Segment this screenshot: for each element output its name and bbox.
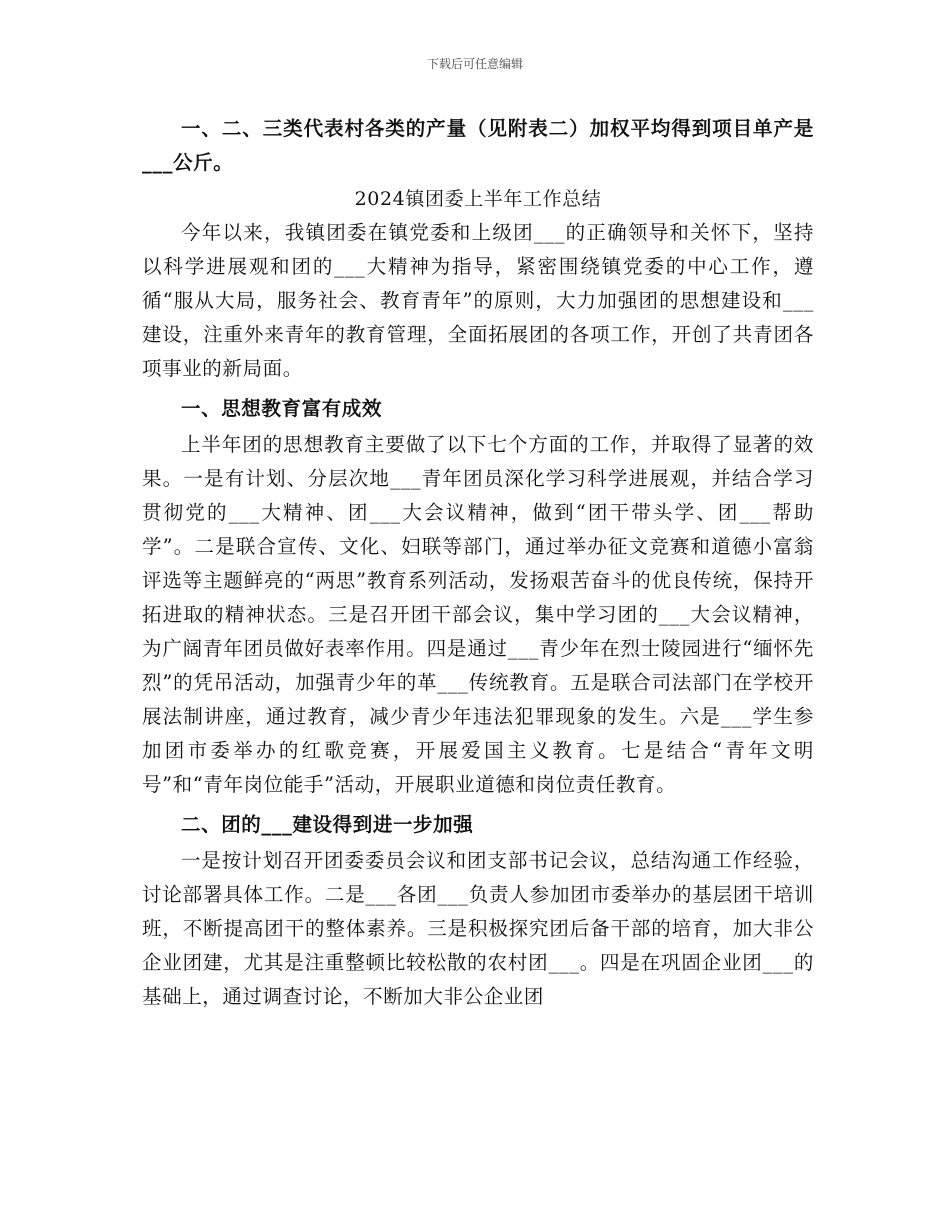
paragraph-ideology: 上半年团的思想教育主要做了以下七个方面的工作，并取得了显著的效果。一是有计划、分层次地___青年团员深化学习科学进展观，并结合学习贯彻党的___大精神、团___大会议精神，做到“团干带头学、团___帮助学”。二是联合宣传、文化、妇联等部门，通过举办征文竞赛和道德小富翁评选等主题鲜亮的“两思”教育系列活动，发扬艰苦奋斗的优良传统，保持开拓进取的精神状态。三是召开团干部会议，集中学习团的___大会议精神，为广阔青年团员做好表率作用。四是通过___青少年在烈士陵园进行“缅怀先烈”的凭吊活动，加强青少年的革___传统教育。五是联合司法部门在学校开展法制讲座，通过教育，减少青少年违法犯罪现象的发生。六是___学生参加团市委举办的红歌竞赛，开展爱国主义教育。七是结合“青年文明号”和“青年岗位能手”活动，开展职业道德和岗位责任教育。 — [142, 433, 814, 796]
paragraph-intro: 今年以来，我镇团委在镇党委和上级团___的正确领导和关怀下，坚持以科学进展观和团的___大精神为指导，紧密围绕镇党委的中心工作，遵循“服从大局，服务社会、教育青年”的原则，大力加强团的思想建设和___建设，注重外来青年的教育管理，全面拓展团的各项工作，开创了共青团各项事业的新局面。 — [142, 221, 814, 380]
document-title: 2024镇团委上半年工作总结 — [354, 188, 602, 210]
intro-paragraph: 一、二、三类代表村各类的产量（见附表二）加权平均得到项目单产是___公斤。 — [142, 117, 814, 174]
document-body — [142, 112, 814, 1014]
section-heading-1: 一、思想教育富有成效 — [181, 397, 383, 420]
section-heading-2: 二、团的___建设得到进一步加强 — [181, 813, 474, 836]
paragraph-organization: 一是按计划召开团委委员会议和团支部书记会议，总结沟通工作经验，讨论部署具体工作。二是___各团___负责人参加团市委举办的基层团干培训班，不断提高团干的整体素养。三是积极探究团后备干部的培育，加大非公企业团建，尤其是注重整顿比较松散的农村团___。四是在巩固企业团___的基础上，通过调查讨论，不断加大非公企业团 — [142, 849, 814, 1008]
page-header-note: 下载后可任意编辑 — [426, 57, 523, 71]
